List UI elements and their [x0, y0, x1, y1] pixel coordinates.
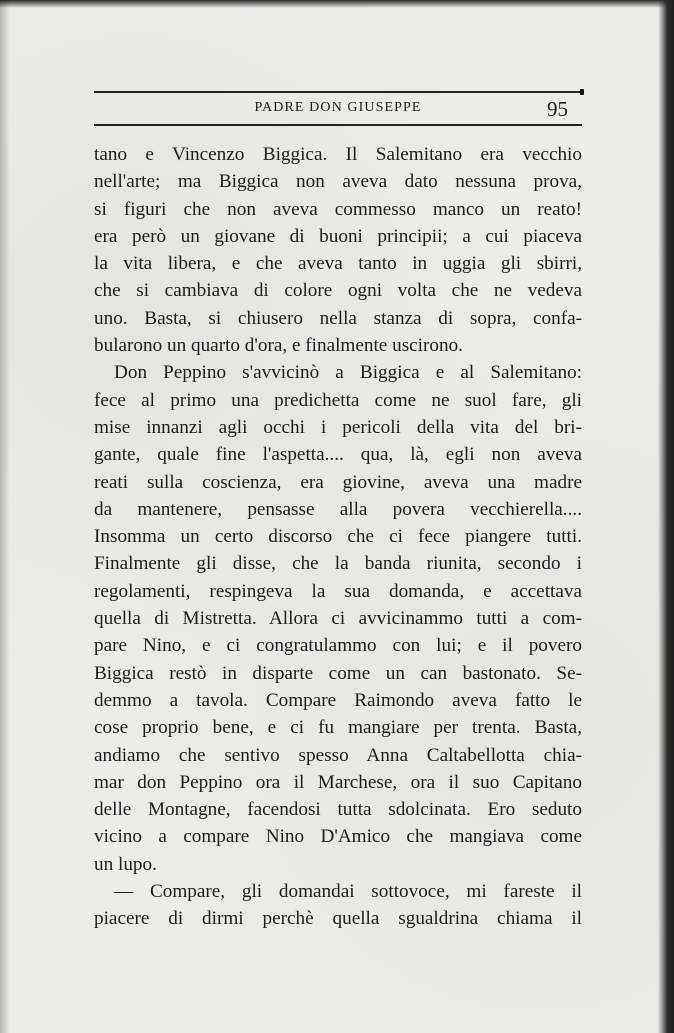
text-line-21: demmo a tavola. Compare Raimondo aveva fatto le — [94, 689, 582, 711]
text-line-7: uno. Basta, si chiusero nella stanza di sopra, confa- — [94, 307, 582, 329]
text-line-3: si figuri che non aveva commesso manco un reato! — [94, 198, 582, 220]
text-line-9: Don Peppino s'avvicinò a Biggica e al Salemitano: — [114, 362, 582, 384]
header-bottom-rule — [94, 124, 582, 126]
text-line-8: bularono un quarto d'ora, e finalmente uscirono. — [94, 335, 463, 357]
left-page-edge — [0, 0, 10, 1033]
text-line-18: quella di Mistretta. Allora ci avvicinammo tutti a com- — [94, 608, 582, 630]
text-line-25: delle Montagne, facendosi tutta sdolcinata. Ero seduto — [94, 799, 582, 821]
text-line-26: vicino a compare Nino D'Amico che mangiava come — [94, 826, 582, 848]
text-line-6: che si cambiava di colore ogni volta che ne vedeva — [94, 280, 582, 302]
text-line-27: un lupo. — [94, 853, 157, 875]
text-line-2: nell'arte; ma Biggica non aveva dato nessuna prova, — [94, 171, 582, 193]
text-line-17: regolamenti, respingeva la sua domanda, e accettava — [94, 580, 582, 602]
text-line-19: pare Nino, e ci congratulammo con lui; e il povero — [94, 635, 582, 657]
text-line-11: mise innanzi agli occhi i pericoli della vita del bri- — [94, 416, 582, 438]
text-line-12: gante, quale fine l'aspetta.... qua, là, egli non aveva — [94, 444, 582, 466]
text-line-10: fece al primo una predichetta come ne suol fare, gli — [94, 389, 582, 411]
text-line-29: piacere di dirmi perchè quella sgualdrina chiama il — [94, 908, 582, 930]
text-line-22: cose proprio bene, e ci fu mangiare per trenta. Basta, — [94, 717, 582, 739]
right-page-edge — [658, 0, 674, 1033]
text-line-5: la vita libera, e che aveva tanto in uggia gli sbirri, — [94, 253, 582, 275]
text-line-1: tano e Vincenzo Biggica. Il Salemitano era vecchio — [94, 144, 582, 165]
running-head — [94, 97, 582, 121]
page-number: 95 — [547, 97, 568, 121]
running-title: PADRE DON GIUSEPPE — [254, 100, 422, 115]
top-rule — [94, 91, 582, 93]
text-line-15: Insomma un certo discorso che ci fece piangere tutti. — [94, 526, 582, 548]
text-line-4: era però un giovane di buoni principii; a cui piaceva — [94, 225, 582, 247]
text-line-14: da mantenere, pensasse alla povera vecchierella.... — [94, 498, 582, 520]
text-line-16: Finalmente gli disse, che la banda riunita, secondo i — [94, 553, 582, 575]
text-line-13: reati sulla coscienza, era giovine, aveva una madre — [94, 471, 582, 493]
text-line-28: — Compare, gli domandai sottovoce, mi fareste il — [114, 881, 582, 903]
text-line-23: andiamo che sentivo spesso Anna Caltabellotta chia- — [94, 744, 582, 766]
text-line-20: Biggica restò in disparte come un can bastonato. Se- — [94, 662, 582, 684]
text-line-24: mar don Peppino ora il Marchese, ora il suo Capitano — [94, 771, 582, 793]
top-page-shadow — [0, 0, 674, 8]
body-text — [94, 141, 582, 933]
